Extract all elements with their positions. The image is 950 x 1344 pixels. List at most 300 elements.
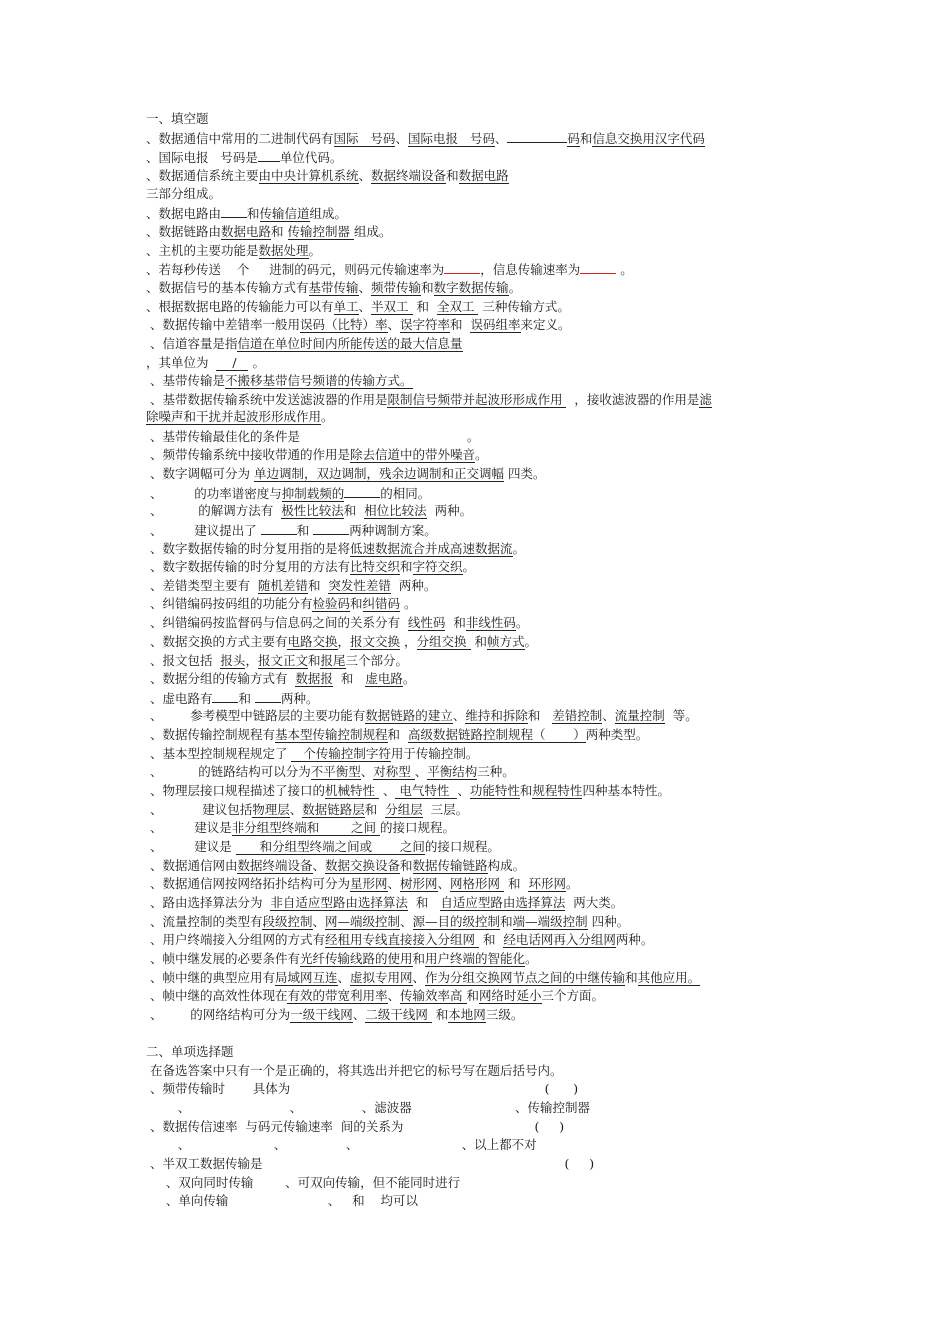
question-text: 、 [378, 783, 396, 798]
text-line [146, 914, 629, 930]
question-text: 在备选答案中只有一个是正确的，将其选出并把它的标号写在题后括号内。 [146, 1063, 563, 1078]
text-line [146, 503, 472, 519]
underlined-answer: 局域网互连 [274, 970, 338, 985]
underlined-answer: 电路交换 [287, 634, 338, 649]
question-text: 。 [616, 262, 633, 277]
question-text: 。 [515, 615, 529, 630]
question-text: 、 建议包括 [146, 802, 253, 817]
answer-blank [255, 690, 281, 703]
underlined-answer: 数据报 [295, 671, 333, 686]
question-text: 。 [512, 541, 526, 556]
underlined-answer: 数据终端设备 [237, 858, 313, 873]
question-text: 、 [358, 168, 372, 183]
underlined-answer: 由中央计算机系统 [258, 168, 359, 183]
question-text: 、基本型控制规程规定了 [146, 746, 292, 761]
section-heading [146, 111, 209, 127]
text-line [146, 578, 436, 594]
question-text: 、 [400, 914, 413, 929]
text-line [146, 615, 528, 631]
underlined-answer: 规程特性 [532, 783, 583, 798]
underlined-answer: 单工 [333, 299, 359, 314]
underlined-answer: 平衡结构 [427, 764, 478, 779]
question-text: 、 [358, 299, 372, 314]
question-text: 、用户终端接入分组网的方式有 [146, 932, 325, 947]
underlined-answer: 流量控制 [614, 708, 665, 723]
question-text: 、 [337, 970, 351, 985]
question-text: 和 [238, 691, 255, 706]
question-text: 、虚电路有 [146, 691, 213, 706]
text-line [146, 634, 537, 650]
answer-blank [344, 485, 380, 498]
question-text: 、频带传输时 具体为 ( ) [146, 1081, 579, 1096]
question-text: 和 [332, 671, 366, 686]
text-line [146, 932, 653, 948]
underlined-answer: 信道在单位时间内所能传送的最大信息量 [237, 336, 463, 351]
question-text: 和 [400, 559, 413, 574]
question-text: 、 [387, 876, 401, 891]
text-line [146, 336, 463, 352]
question-text: 、帧中继的高效性体现在 [146, 988, 288, 1003]
question-text: 。 [462, 559, 476, 574]
answer-blank [444, 261, 480, 274]
text-line [146, 951, 538, 967]
question-text: 和 [343, 503, 365, 518]
question-text: 三个方面。 [541, 988, 605, 1003]
underlined-answer: 字符交织 [412, 559, 463, 574]
question-text: 三个部分。 [345, 653, 409, 668]
question-text: 、 的功率谱密度与 [146, 486, 282, 501]
question-text: 来定义。 [520, 317, 571, 332]
question-text: 和 [400, 858, 413, 873]
question-text: 和 [364, 802, 386, 817]
question-text: 和 [500, 914, 513, 929]
answer-blank [212, 690, 238, 703]
underlined-answer: 比特交织 [349, 559, 400, 574]
underlined-answer: 检验码 [312, 596, 350, 611]
underlined-answer: 非线性码 [465, 615, 516, 630]
underlined-answer: 个传输控制字符 [291, 746, 391, 761]
question-text: 、频带传输系统中接收带通的作用是 [146, 447, 350, 462]
question-text: 用于传输控制。 [390, 746, 479, 761]
text-line [146, 1100, 590, 1116]
question-text: 。 [308, 243, 322, 258]
underlined-answer: 报文正文 [257, 653, 308, 668]
text-line [146, 764, 515, 780]
underlined-answer: 数据链路层 [302, 802, 365, 817]
question-text: 和 [470, 634, 487, 649]
question-text: 、 [437, 876, 451, 891]
question-text: 、 [360, 764, 374, 779]
question-text: 、基带传输最佳化的条件是 。 [146, 429, 480, 444]
question-text: 和 [421, 280, 434, 295]
underlined-answer: 误码（比特）率 [299, 317, 388, 332]
underlined-answer: 信息交换用汉字代码 [592, 131, 705, 146]
question-text: 和 [446, 168, 459, 183]
underlined-answer: 其他应用。 [637, 970, 701, 985]
underlined-answer: 误码组率 [470, 317, 521, 332]
text-line [146, 970, 700, 986]
question-text: 、 、 、滤波器 、传输控制器 [146, 1100, 591, 1115]
underlined-answer: 基带传输 [308, 280, 359, 295]
question-text: 、数据传输中差错率一般用 [146, 317, 300, 332]
text-line [146, 186, 221, 202]
question-text: 、 [494, 131, 508, 146]
text-line [146, 1119, 564, 1135]
answer-blank [261, 522, 297, 535]
question-text: 四种基本特性。 [582, 783, 670, 798]
text-line [146, 429, 479, 445]
text-line [146, 876, 578, 892]
underlined-answer: 分组层 [385, 802, 423, 817]
underlined-answer: 用户终端的智能化 [425, 951, 526, 966]
underlined-answer: 低速数据流合并成高速数据流 [349, 541, 513, 556]
text-line [146, 485, 430, 501]
question-text: 、 [395, 131, 408, 146]
question-text: ，其单位为 [146, 355, 217, 370]
underlined-answer: 线性码 [407, 615, 446, 630]
question-text: 、双向同时传输 、可双向传输，但不能同时进行 [146, 1175, 461, 1190]
question-text: 两种。 [280, 691, 319, 706]
underlined-answer: 传输效率高 [400, 988, 467, 1003]
question-text: 、数据通信中常用的二进制代码有 [146, 131, 334, 146]
question-text: 、纠错编码按码组的功能分有 [146, 596, 313, 611]
question-text: 和 [350, 596, 363, 611]
question-text: 和 [519, 783, 533, 798]
question-text: 单位代码。 [279, 150, 343, 165]
question-text: 、物理层接口规程描述了接口的 [146, 783, 325, 798]
question-text: 、 建议是 [146, 820, 232, 835]
question-text: 、数字调幅可分为 [146, 466, 254, 481]
underlined-answer: 星形网 [349, 876, 388, 891]
underlined-answer: 不搬移基带信号频谱的传输方式。 [224, 373, 413, 388]
underlined-answer: 维持和拆除 [465, 708, 528, 723]
underlined-answer: 突发性差错 [328, 578, 391, 593]
text-line [146, 130, 705, 146]
question-text: 、数据通信网由 [146, 858, 238, 873]
underlined-answer: 随机差错 [257, 578, 308, 593]
question-text: ，接收滤波器的作用是 [566, 392, 700, 407]
underlined-answer: 纠错码 [362, 596, 401, 611]
underlined-answer: 除噪声和干扰并起波形形成作用 [146, 409, 322, 424]
question-text: 三种。 [477, 764, 515, 779]
underlined-answer: 高级数据链路控制规程（ ） [407, 727, 586, 742]
underlined-answer: 网—端级控制 [325, 914, 401, 929]
question-text: 和 [247, 206, 260, 221]
question-text: 、 [312, 914, 326, 929]
text-line [146, 988, 604, 1004]
text-line [146, 1081, 578, 1097]
underlined-answer: 分组交换 [416, 634, 471, 649]
underlined-answer: 一级干线网 [290, 1007, 353, 1022]
text-line [146, 299, 570, 315]
question-text: 和 [431, 1007, 449, 1022]
question-text: 、 [602, 708, 615, 723]
underlined-answer: 基本型传输控制规程 [274, 727, 388, 742]
underlined-answer: 全双工 [436, 299, 479, 314]
underlined-answer: 频带传输 [371, 280, 422, 295]
underlined-answer: 作为分组交换网节点之间的中继传输 [425, 970, 626, 985]
question-text: 的相同。 [380, 486, 431, 501]
underlined-answer: 误字符率 [400, 317, 451, 332]
underlined-answer: 数据电路 [458, 168, 509, 183]
text-line [146, 653, 408, 669]
question-text: 、帧中继发展的必要条件有 [146, 951, 300, 966]
underlined-answer: 滤 [699, 392, 712, 407]
underlined-answer: 不平衡型 [310, 764, 361, 779]
question-text: 。 [475, 447, 488, 462]
underlined-answer: 半双工 [371, 299, 413, 314]
underlined-answer: 抑制载频的 [281, 486, 345, 501]
question-text: 三级。 [485, 1007, 524, 1022]
question-text: 两种。 [615, 932, 654, 947]
question-text: 、报文包括 [146, 653, 221, 668]
question-text: 、 [387, 317, 401, 332]
question-text: 、若每秒传送 个 进制的码元，则码元传输速率为 [146, 262, 445, 277]
underlined-answer: 和分组型终端之间或 之间 [235, 839, 425, 854]
question-text: 、单向传输 、 和 均可以 [146, 1193, 419, 1208]
text-line [146, 149, 342, 165]
question-text: 、 [457, 783, 470, 798]
question-text: ， [400, 634, 417, 649]
underlined-answer: 功能特性 [469, 783, 520, 798]
question-text: 、 [452, 708, 466, 723]
question-text: 和 [478, 932, 504, 947]
question-text: 、流量控制的类型有 [146, 914, 263, 929]
question-text: 、 建议是 [146, 839, 236, 854]
question-text: 、 的解调方法有 [146, 503, 282, 518]
text-line [146, 1137, 537, 1153]
question-text: 、根据数据电路的传输能力可以有 [146, 299, 334, 314]
underlined-answer: 树形网 [400, 876, 438, 891]
question-text: 两种。 [426, 503, 473, 518]
question-text: 、数据通信系统主要 [146, 168, 259, 183]
question-text: 和 [504, 876, 529, 891]
answer-blank [258, 149, 280, 162]
text-line [146, 1175, 460, 1191]
question-text: 、基带数据传输系统中发送滤波器的作用是 [146, 392, 388, 407]
underlined-answer: 非分组型终端和 之间 [231, 820, 381, 835]
question-text: 四类。 [503, 466, 546, 481]
question-text: 、 参考模型中链路层的主要功能有 [146, 708, 366, 723]
text-line [146, 671, 415, 687]
question-text: 、 [414, 764, 428, 779]
underlined-answer: 报文交换 [350, 634, 401, 649]
question-text: 、数据传输控制规程有 [146, 727, 275, 742]
underlined-answer: 差错控制 [552, 708, 603, 723]
question-text: 。 [525, 951, 538, 966]
underlined-answer: 限制信号频带并起波形形成作用 [387, 392, 567, 407]
answer-blank [580, 261, 616, 274]
underlined-answer: 网格形网 [450, 876, 505, 891]
text-line [146, 1156, 594, 1172]
question-text: ， [337, 634, 351, 649]
question-text: 和 [307, 578, 329, 593]
question-text: 和 [296, 523, 314, 538]
question-text: 和 [307, 653, 321, 668]
text-line [146, 839, 500, 855]
text-line [146, 820, 455, 836]
question-text: 、 [412, 970, 426, 985]
question-text: 、 建议提出了 [146, 523, 261, 538]
question-text: 两种类型。 [585, 727, 649, 742]
underlined-answer: 本地网 [448, 1007, 486, 1022]
question-text: ，信息传输速率为 [480, 262, 581, 277]
underlined-answer: 光纤传输线路的使用 [299, 951, 413, 966]
question-text: 两种调制方案。 [349, 523, 437, 538]
question-text: 和 [407, 895, 441, 910]
question-text: 。 [402, 671, 416, 686]
question-text: 和 [625, 970, 638, 985]
question-text: 一、填空题 [146, 111, 209, 126]
question-text: 、国际电报 号码是 [146, 150, 258, 165]
question-text: 。 [321, 409, 334, 424]
question-text: 。 [565, 876, 579, 891]
question-text: 、路由选择算法分为 [146, 895, 271, 910]
text-line [146, 541, 525, 557]
question-text: 。 [248, 355, 265, 370]
question-text: 组成。 [309, 206, 348, 221]
underlined-answer: 端—端级控制 [512, 914, 588, 929]
question-text: 、数据链路由 [146, 224, 222, 239]
question-text: 、 的网络结构可分为 [146, 1007, 291, 1022]
underlined-answer: 传输信道 [259, 206, 310, 221]
underlined-answer: 经租用专线直接接入分组网 [324, 932, 479, 947]
text-line [146, 317, 571, 333]
question-text: 二、单项选择题 [146, 1044, 234, 1059]
underlined-answer: 数据交换设备 [325, 858, 401, 873]
underlined-answer: / [216, 355, 249, 370]
question-text: 、 [312, 858, 326, 873]
question-text: 、 [289, 802, 303, 817]
text-line [146, 559, 475, 575]
question-text: 等。 [664, 708, 698, 723]
question-text: 、纠错编码按监督码与信息码之间的关系分有 [146, 615, 408, 630]
text-line [146, 895, 623, 911]
question-text: 、帧中继的典型应用有 [146, 970, 275, 985]
question-text: 和 [466, 988, 480, 1003]
text-line [146, 168, 509, 184]
question-text: 、差错类型主要有 [146, 578, 258, 593]
answer-blank [507, 130, 567, 143]
question-text: 。 [508, 280, 522, 295]
underlined-answer: 数据电路 [221, 224, 272, 239]
underlined-answer: 国际电报 号码 [407, 131, 495, 146]
underlined-answer: 相位比较法 [364, 503, 427, 518]
underlined-answer: 数据传输链路 [412, 858, 488, 873]
answer-blank [221, 205, 247, 218]
underlined-answer: 自适应型路由选择算法 [440, 895, 566, 910]
text-line [146, 727, 648, 743]
underlined-answer: 数据处理 [258, 243, 309, 258]
question-text: 、 [352, 1007, 366, 1022]
question-text: 两大类。 [565, 895, 624, 910]
question-text: 和 [412, 299, 437, 314]
question-text: 、数字数据传输的时分复用的方法有 [146, 559, 350, 574]
text-line [146, 447, 488, 463]
text-line [146, 802, 468, 818]
question-text: 、数据电路由 [146, 206, 222, 221]
question-text: 、数字数据传输的时分复用指的是将 [146, 541, 350, 556]
question-text: 、基带传输是 [146, 373, 225, 388]
question-text: 。 [524, 634, 538, 649]
underlined-answer: 经电话网再入分组网 [503, 932, 616, 947]
underlined-answer: 机械特性 [324, 783, 379, 798]
text-line [146, 392, 712, 408]
question-text: 、 的链路结构可以分为 [146, 764, 311, 779]
underlined-answer: 虚电路 [365, 671, 403, 686]
text-line [146, 1007, 523, 1023]
underlined-answer: 码 [567, 131, 580, 146]
question-text: 、数据通信网按网络拓扑结构可分为 [146, 876, 350, 891]
question-text: 三种传输方式。 [478, 299, 570, 314]
underlined-answer: 有效的带宽利用率 [287, 988, 388, 1003]
section-heading [146, 1044, 234, 1060]
text-line [146, 409, 334, 425]
question-text: 和 [450, 317, 471, 332]
question-text: 、数据信号的基本传输方式有 [146, 280, 309, 295]
question-text: 和 [527, 708, 553, 723]
text-line [146, 205, 347, 221]
underlined-answer: 传输控制器 [287, 224, 354, 239]
answer-blank [313, 522, 349, 535]
question-text: 。 [400, 596, 417, 611]
text-line [146, 783, 670, 799]
text-line [146, 746, 478, 762]
question-text: 、 [358, 280, 372, 295]
question-text: 、半双工数据传输是 ( ) [146, 1156, 595, 1171]
underlined-answer: 数据终端设备 [371, 168, 447, 183]
underlined-answer: 帧方式 [486, 634, 525, 649]
question-text: ， [245, 653, 258, 668]
underlined-answer: 单边调制，双边调制，残余边调制和正交调幅 [253, 466, 504, 481]
text-line [146, 522, 437, 538]
question-text: 三部分组成。 [146, 186, 222, 201]
question-text: 、 [387, 988, 401, 1003]
text-line [146, 1063, 562, 1079]
question-text: 两种。 [390, 578, 437, 593]
text-line [146, 373, 413, 389]
underlined-answer: 极性比较法 [281, 503, 344, 518]
text-line [146, 690, 318, 706]
question-text: 、信道容量是指 [146, 336, 238, 351]
question-text: 、数据传信速率 与码元传输速率 间的关系为 ( ) [146, 1119, 565, 1134]
text-line [146, 596, 417, 612]
question-text: 、 、 、 、以上都不对 [146, 1137, 537, 1152]
text-line [146, 280, 521, 296]
question-text: 三层。 [422, 802, 469, 817]
underlined-answer: 网络时延小 [479, 988, 542, 1003]
question-text: 和 [579, 131, 593, 146]
underlined-answer: 虚拟专用网 [350, 970, 413, 985]
underlined-answer: 对称型 [373, 764, 415, 779]
question-text: 四种。 [587, 914, 630, 929]
text-line [146, 261, 633, 277]
text-line [146, 1193, 418, 1209]
underlined-answer: 除去信道中的带外噪音 [349, 447, 475, 462]
underlined-answer: 非自适应型路由选择算法 [270, 895, 408, 910]
text-line [146, 224, 392, 240]
question-text: 和 [445, 615, 466, 630]
underlined-answer: 电气特性 [395, 783, 458, 798]
question-text: 构成。 [487, 858, 526, 873]
underlined-answer: 数字数据传输 [433, 280, 509, 295]
question-text: 组成。 [354, 224, 392, 239]
underlined-answer: 段级控制 [262, 914, 313, 929]
question-text: 、数据交换的方式主要有 [146, 634, 288, 649]
text-line [146, 466, 545, 482]
question-text: 的接口规程。 [380, 820, 456, 835]
underlined-answer: 物理层 [252, 802, 290, 817]
